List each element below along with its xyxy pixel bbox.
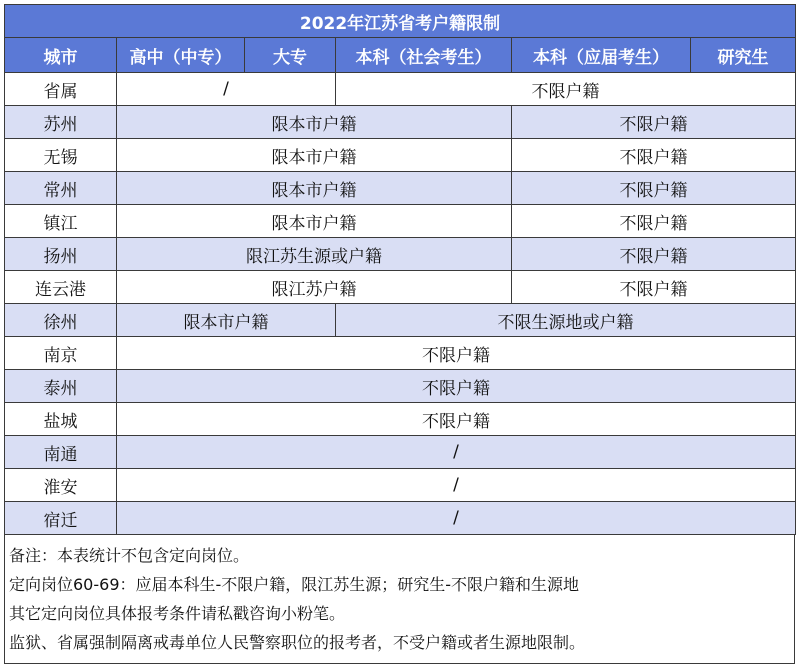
- restriction-cell: 不限户籍: [117, 370, 796, 403]
- restriction-cell: 限本市户籍: [117, 205, 512, 238]
- table-row: [5, 403, 796, 436]
- table-row: [5, 337, 796, 370]
- header-row: [5, 38, 796, 73]
- table-row: [5, 469, 796, 502]
- restriction-cell: 不限户籍: [512, 238, 796, 271]
- note-line: 其它定向岗位具体报考条件请私戳咨询小粉笔。: [9, 604, 346, 623]
- city-cell: 省属: [5, 73, 117, 106]
- city-cell: 徐州: [5, 304, 117, 337]
- header-undergrad-fresh: 本科（应届考生）: [512, 38, 691, 73]
- city-cell: 扬州: [5, 238, 117, 271]
- header-city: 城市: [5, 38, 117, 73]
- restriction-cell: 限本市户籍: [117, 172, 512, 205]
- header-junior-college: 大专: [245, 38, 336, 73]
- header-undergrad-social: 本科（社会考生）: [336, 38, 512, 73]
- restriction-cell: 不限户籍: [117, 337, 796, 370]
- header-high-school: 高中（中专）: [117, 38, 245, 73]
- note-line: 定向岗位60-69：应届本科生-不限户籍，限江苏生源；研究生-不限户籍和生源地: [9, 575, 580, 594]
- city-cell: 镇江: [5, 205, 117, 238]
- table-body: [5, 73, 796, 535]
- note-line: 监狱、省属强制隔离戒毒单位人民警察职位的报考者，不受户籍或者生源地限制。: [9, 633, 586, 652]
- table-row: [5, 238, 796, 271]
- restriction-cell: /: [117, 73, 336, 106]
- city-cell: 常州: [5, 172, 117, 205]
- city-cell: 淮安: [5, 469, 117, 502]
- restriction-table: [4, 4, 796, 535]
- table-row: [5, 73, 796, 106]
- restriction-cell: 不限户籍: [512, 172, 796, 205]
- table-row: [5, 139, 796, 172]
- restriction-cell: 限本市户籍: [117, 139, 512, 172]
- restriction-cell: 不限户籍: [512, 106, 796, 139]
- city-cell: 南通: [5, 436, 117, 469]
- table-row: [5, 304, 796, 337]
- city-cell: 宿迁: [5, 502, 117, 535]
- restriction-cell: 限江苏生源或户籍: [117, 238, 512, 271]
- note-line: 备注：本表统计不包含定向岗位。: [9, 546, 250, 565]
- table-title: 2022年江苏省考户籍限制: [5, 5, 796, 38]
- restriction-cell: 限江苏户籍: [117, 271, 512, 304]
- city-cell: 泰州: [5, 370, 117, 403]
- restriction-cell: 不限户籍: [512, 139, 796, 172]
- restriction-cell: 不限户籍: [512, 271, 796, 304]
- table-row: [5, 271, 796, 304]
- city-cell: 连云港: [5, 271, 117, 304]
- restriction-cell: 不限生源地或户籍: [336, 304, 796, 337]
- restriction-cell: /: [117, 469, 796, 502]
- city-cell: 无锡: [5, 139, 117, 172]
- notes-section: [4, 535, 795, 664]
- city-cell: 盐城: [5, 403, 117, 436]
- table-row: [5, 370, 796, 403]
- restriction-cell: 不限户籍: [512, 205, 796, 238]
- title-row: [5, 5, 796, 38]
- table-row: [5, 436, 796, 469]
- restriction-cell: /: [117, 502, 796, 535]
- restriction-cell: 不限户籍: [336, 73, 796, 106]
- table-row: [5, 502, 796, 535]
- city-cell: 苏州: [5, 106, 117, 139]
- table-row: [5, 106, 796, 139]
- table-row: [5, 205, 796, 238]
- restriction-cell: 不限户籍: [117, 403, 796, 436]
- table-row: [5, 172, 796, 205]
- restriction-cell: /: [117, 436, 796, 469]
- household-restriction-sheet: [4, 4, 795, 664]
- restriction-cell: 限本市户籍: [117, 304, 336, 337]
- header-graduate: 研究生: [691, 38, 796, 73]
- restriction-cell: 限本市户籍: [117, 106, 512, 139]
- city-cell: 南京: [5, 337, 117, 370]
